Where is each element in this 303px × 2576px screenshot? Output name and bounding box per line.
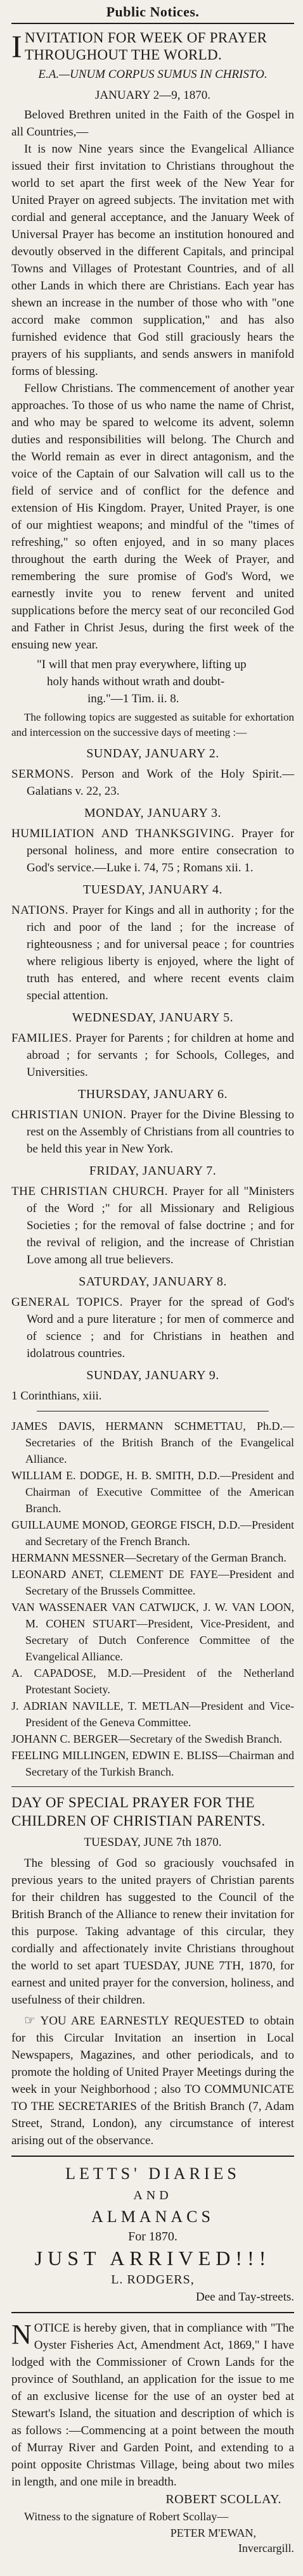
- signatory: LEONARD ANET, CLEMENT DE FAYE—President and Secretary of the Brussels Committee.: [11, 1568, 294, 1597]
- divider: [11, 2312, 294, 2313]
- topic-text: Prayer for Parents ; for children at home and abroad ; for servants ; for Schools, Colleges, and Universities.: [27, 1032, 295, 1079]
- drop-cap: N: [11, 2319, 32, 2350]
- prayer-invitation-notice: [11, 29, 294, 740]
- seller-name: L. RODGERS,: [111, 2273, 195, 2287]
- ad-line: ALMANACS: [91, 2207, 214, 2226]
- drop-cap: I: [11, 28, 22, 64]
- signatory: GUILLAUME MONOD, GEORGE FISCH, D.D.—President and Secretary of the French Branch.: [11, 1518, 294, 1548]
- day-topic: [11, 1387, 294, 1405]
- signatories: [11, 1418, 294, 1780]
- topic-text: Prayer for the Divine Blessing to rest on the Assembly of Christians from all countries to be held this year in New York.: [27, 1108, 294, 1156]
- witness-intro: Witness to the signature of Robert Scollay—: [24, 2510, 229, 2523]
- day-heading: TUESDAY, JANUARY 4.: [83, 883, 222, 897]
- witness-place: Invercargill.: [238, 2542, 294, 2554]
- topic-text: Prayer for Kings and all in authority ; for the rich and poor of the land ; for the increase of righteousness ; and for universal peace ; for countries where religious liberty is enjoyed, where the light of truth has entered, and where recent events claim special attention.: [27, 904, 294, 1002]
- signatory: JAMES DAVIS, HERMANN SCHMETTAU, Ph.D.—Secretaries of the British Branch of the Evangelical Alliance.: [11, 1420, 294, 1465]
- ad-headline: JUST ARRIVED!!!: [34, 2247, 271, 2270]
- divider: [11, 1786, 294, 1787]
- topics-intro: The following topics are suggested as suitable for exhortation and intercession on the successive days of meeting :—: [11, 711, 294, 738]
- topic-text: Person and Work of the Holy Spirit.—Galatians v. 22, 23.: [27, 767, 295, 798]
- topic-label: SERMONS.: [11, 767, 74, 781]
- signatory: WILLIAM E. DODGE, H. B. SMITH, D.D.—President and Chairman of Executive Committee of the American Branch.: [11, 1469, 294, 1515]
- signatory: A. CAPADOSE, M.D.—President of the Netherland Protestant Society.: [11, 1667, 294, 1696]
- children-prayer-notice: [11, 1793, 294, 2149]
- salutation: Beloved Brethren united in the Faith of the Gospel in all Countries,—: [11, 108, 294, 139]
- header-rule: [11, 23, 294, 24]
- motto: E.A.—UNUM CORPUS SUMUS IN CHRISTO.: [38, 68, 268, 81]
- day-topic: [11, 1106, 294, 1158]
- children-body: The blessing of God so graciously vouchsafed in previous years to the united prayers of Christian parents for their children has suggested to the Council of the British Branch of the Alliance to renew their invitation for this purpose. Taking advantage of this circular, they cordially and affectionately invite Christians throughout the world to set apart TUESDAY, JUNE 7TH, 1870, for earnest and united prayer for the conversion, holiness, and usefulness of their children.: [11, 1857, 294, 2007]
- topic-label: THE CHRISTIAN CHURCH.: [11, 1185, 169, 1198]
- children-date: TUESDAY, JUNE 7th 1870.: [84, 1836, 222, 1849]
- day-heading: FRIDAY, JANUARY 7.: [89, 1164, 217, 1178]
- signatory: J. ADRIAN NAVILLE, T. METLAN—President and Vice-President of the Geneva Committee.: [11, 1700, 294, 1729]
- quote-line: ing."—1 Tim. ii. 8.: [87, 692, 179, 705]
- notice-signer: ROBERT SCOLLAY.: [165, 2492, 281, 2506]
- topic-label: HUMILIATION AND THANKSGIVING.: [11, 827, 235, 840]
- day-topic: [11, 1030, 294, 1081]
- witness-name: PETER M'EWAN,: [170, 2527, 256, 2539]
- day-heading: THURSDAY, JANUARY 6.: [78, 1087, 228, 1101]
- day-topic: [11, 902, 294, 1004]
- notice-body: [11, 2320, 294, 2491]
- signatory: HERMANN MESSNER—Secretary of the German Branch.: [11, 1551, 287, 1564]
- day-topic: [11, 1294, 294, 1362]
- pointing-hand-icon: ☞: [24, 2014, 35, 2028]
- children-title: DAY OF SPECIAL PRAYER FOR THE CHILDREN OF CHRISTIAN PARENTS.: [11, 1795, 266, 1829]
- topic-label: GENERAL TOPICS.: [11, 1296, 123, 1309]
- title-text: NVITATION FOR WEEK OF PRAYER THROUGHOUT THE WORLD.: [24, 30, 268, 63]
- day-topic: [11, 766, 294, 800]
- day-topic: [11, 1183, 294, 1268]
- paragraph: Fellow Christians. The commencement of another year approaches. To those of us who name the name of Christ, and who may be spared to welcome its advent, solemn duties and responsibilities will belong. The Church and the World remain as ever in direct antagonism, and the voice of the Captain of our Salvation will call us to the field of service and of conflict for the defence and extension of His Kingdom. Prayer, United Prayer, is one of our mightiest weapons; and mindful of the "times of refreshing," so often enjoyed, and in so many places throughout the earth during the Week of Prayer, and remembering the sure promise of God's Word, we earnestly invite you to renew fervent and united supplications before the mercy seat of our reconciled God and Father in Christ Jesus, during the first week of the ensuing new year.: [11, 382, 294, 652]
- oyster-notice: [11, 2320, 294, 2556]
- topic-label: CHRISTIAN UNION.: [11, 1108, 127, 1121]
- quote-line: holy hands without wrath and doubt-: [47, 675, 225, 688]
- ad-line: LETTS' DIARIES: [65, 2164, 240, 2183]
- topic-text: 1 Corinthians, xiii.: [11, 1389, 102, 1403]
- notice-text: OTICE is hereby given, that in compliance with "The Oyster Fisheries Act, Amendment Act, 1869," I have lodged with the Commissioner of Crown Lands for the province of Southland, an application for the issue to me of an exclusive license for the use of an oyster bed at Stewart's Island, the situation and description of which is as follows :—Commencing at a point between the mouth of Murray River and Garden Point, and extending to a point opposite Christmas Village, being about two miles in length, and one mile in breadth.: [11, 2321, 294, 2489]
- ad-line: For 1870.: [128, 2230, 177, 2244]
- signatory: FEELING MILLINGEN, EDWIN E. BLISS—Chairman and Secretary of the Turkish Branch.: [11, 1749, 294, 1778]
- day-heading: SATURDAY, JANUARY 8.: [79, 1275, 227, 1289]
- diaries-advertisement: [11, 2163, 294, 2306]
- request-text: YOU ARE EARNESTLY REQUESTED to obtain for this Circular Invitation an insertion in Local Newspapers, Magazines, and other periodicals, and to promote the holding of United Prayer Meetings during the week in your Neighborhood ; also TO COMMUNICATE TO THE SECRETARIES of the British Branch (7, Adam Street, Strand, London), any circumstance of interest arising out of the observance.: [11, 2014, 295, 2147]
- day-topic: [11, 825, 294, 876]
- day-heading: MONDAY, JANUARY 3.: [84, 806, 222, 820]
- topic-label: NATIONS.: [11, 904, 69, 917]
- topic-text: Prayer for the spread of God's Word and a pure literature ; for men of commerce and of science ; and for Christians in heathen and idolatrous countries.: [27, 1296, 294, 1360]
- signatory: VAN WASSENAER VAN CATWIJCK, J. W. VAN LOON, M. COHEN STUART—President, Vice-President, and Secretary of Dutch Conference Committee of the Evangelical Alliance.: [11, 1601, 294, 1663]
- ad-line: AND: [133, 2188, 172, 2202]
- day-heading: SUNDAY, JANUARY 2.: [86, 747, 219, 761]
- topic-text: Prayer for all "Ministers of the Word ;" for all Missionary and Religious Societies ; for the removal of false doctrine ; and for the revival of religion, and the increase of Christian Love among all true believers.: [27, 1185, 294, 1266]
- scripture-quote: [11, 656, 294, 707]
- notice-title: [11, 29, 294, 63]
- divider: [11, 2156, 294, 2157]
- day-heading: WEDNESDAY, JANUARY 5.: [72, 1011, 234, 1025]
- seller-address: Dee and Tay-streets.: [195, 2290, 294, 2304]
- prayer-schedule: [11, 744, 294, 1405]
- paragraph: It is now Nine years since the Evangelical Alliance issued their first invitation to Christians throughout the world to set apart the first week of the New Year for United Prayer on agreed subjects. The invitation met with cordial and general acceptance, and the January Week of Universal Prayer has become an institution honoured and devoutly observed in the different Capitals, and principal Towns and Villages of Protestant Countries, and of all other Lands in which there are Christians. Each year has shewn an increase in the number of those who with "one accord make common supplication," and has also furnished evidence that God still graciously hears the prayers of his suppliants, and sends answers in manifold forms of blessing.: [11, 142, 294, 378]
- section-header: Public Notices.: [106, 4, 200, 20]
- topic-label: FAMILIES.: [11, 1032, 72, 1045]
- children-request: [11, 2012, 294, 2149]
- dates: JANUARY 2—9, 1870.: [95, 89, 210, 102]
- quote-line: "I will that men pray everywhere, lifting up: [37, 658, 247, 671]
- signatory: JOHANN C. BERGER—Secretary of the Swedish Branch.: [11, 1733, 282, 1745]
- day-heading: SUNDAY, JANUARY 9.: [86, 1368, 219, 1382]
- topic-text: Prayer for personal holiness, and more entire consecration to God's service.—Luke i. 74, 75 ; Romans xii. 1.: [27, 827, 294, 874]
